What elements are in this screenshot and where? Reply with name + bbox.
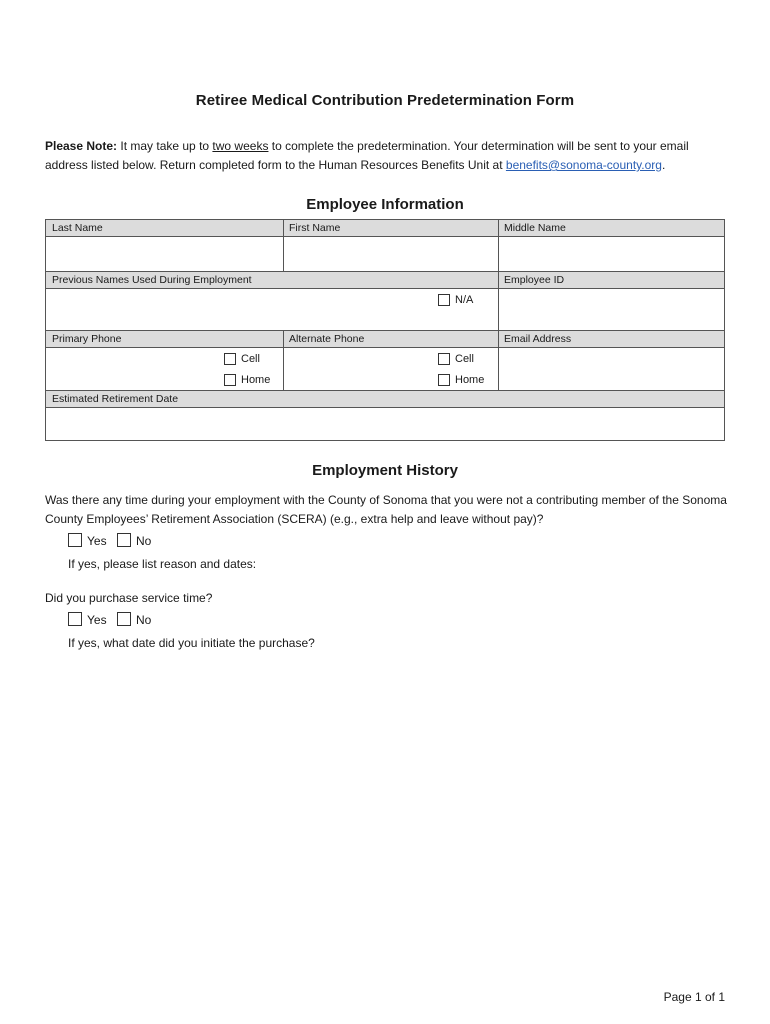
middle-name-field[interactable] <box>499 237 723 271</box>
q2-followup: If yes, what date did you initiate the purchase? <box>68 636 315 650</box>
previous-names-field[interactable] <box>47 289 427 330</box>
employee-id-field[interactable] <box>499 289 723 330</box>
email-address-field[interactable] <box>499 348 723 390</box>
q2-no-label: No <box>136 613 152 627</box>
alternate-phone-label: Alternate Phone <box>283 331 498 347</box>
primary-home-label: Home <box>241 374 271 386</box>
primary-cell-checkbox[interactable] <box>224 353 236 365</box>
last-name-field[interactable] <box>47 237 282 271</box>
primary-phone-field[interactable] <box>47 348 217 390</box>
please-note <box>45 137 725 175</box>
employee-information-heading: Employee Information <box>306 196 464 213</box>
employee-info-grid <box>45 219 725 441</box>
grid-line <box>46 390 724 391</box>
question-purchase-service: Did you purchase service time? <box>45 591 213 605</box>
alternate-cell-label: Cell <box>455 353 474 365</box>
q2-no-checkbox[interactable] <box>117 612 131 626</box>
form-title: Retiree Medical Contribution Predetermination Form <box>195 92 575 109</box>
previous-names-label: Previous Names Used During Employment <box>46 272 498 288</box>
q1-yes-label: Yes <box>87 534 107 548</box>
alternate-home-label: Home <box>455 374 485 386</box>
note-text-2: to complete the predetermination. Your determination will be sent to your email address listed below. Return completed form to the Human Resources Benefits Unit at <box>45 139 689 172</box>
benefits-email-link[interactable]: benefits@sonoma-county.org <box>505 158 662 172</box>
primary-phone-label: Primary Phone <box>46 331 283 347</box>
q2-yes-label: Yes <box>87 613 107 627</box>
q1-no-checkbox[interactable] <box>117 533 131 547</box>
employment-history-heading: Employment History <box>312 462 458 479</box>
note-two-weeks: two weeks <box>212 139 269 153</box>
middle-name-label: Middle Name <box>498 220 724 236</box>
q2-yes-checkbox[interactable] <box>68 612 82 626</box>
last-name-label: Last Name <box>46 220 283 236</box>
q1-yes-checkbox[interactable] <box>68 533 82 547</box>
first-name-field[interactable] <box>284 237 497 271</box>
grid-line <box>46 271 724 272</box>
q1-followup: If yes, please list reason and dates: <box>68 557 257 571</box>
page-number: Page 1 of 1 <box>663 990 725 1004</box>
alternate-cell-checkbox[interactable] <box>438 353 450 365</box>
primary-cell-label: Cell <box>241 353 260 365</box>
grid-line <box>46 330 724 331</box>
email-address-label: Email Address <box>498 331 724 347</box>
employee-id-label: Employee ID <box>498 272 724 288</box>
note-label: Please Note: <box>45 139 118 153</box>
alternate-phone-field[interactable] <box>284 348 434 390</box>
na-checkbox[interactable] <box>438 294 450 306</box>
question-non-contributing: Was there any time during your employment with the County of Sonoma that you were not a contributing member of the Sonoma County Employees’ Retirement Association (SCERA) (e.g., extra help and leave without pay)? <box>45 493 727 526</box>
na-label: N/A <box>455 294 474 306</box>
retirement-date-field[interactable] <box>47 408 723 440</box>
first-name-label: First Name <box>283 220 498 236</box>
retirement-date-label: Estimated Retirement Date <box>46 391 724 407</box>
note-end: . <box>661 158 666 172</box>
primary-home-checkbox[interactable] <box>224 374 236 386</box>
note-text-1: It may take up to <box>117 139 213 153</box>
alternate-home-checkbox[interactable] <box>438 374 450 386</box>
q1-no-label: No <box>136 534 152 548</box>
